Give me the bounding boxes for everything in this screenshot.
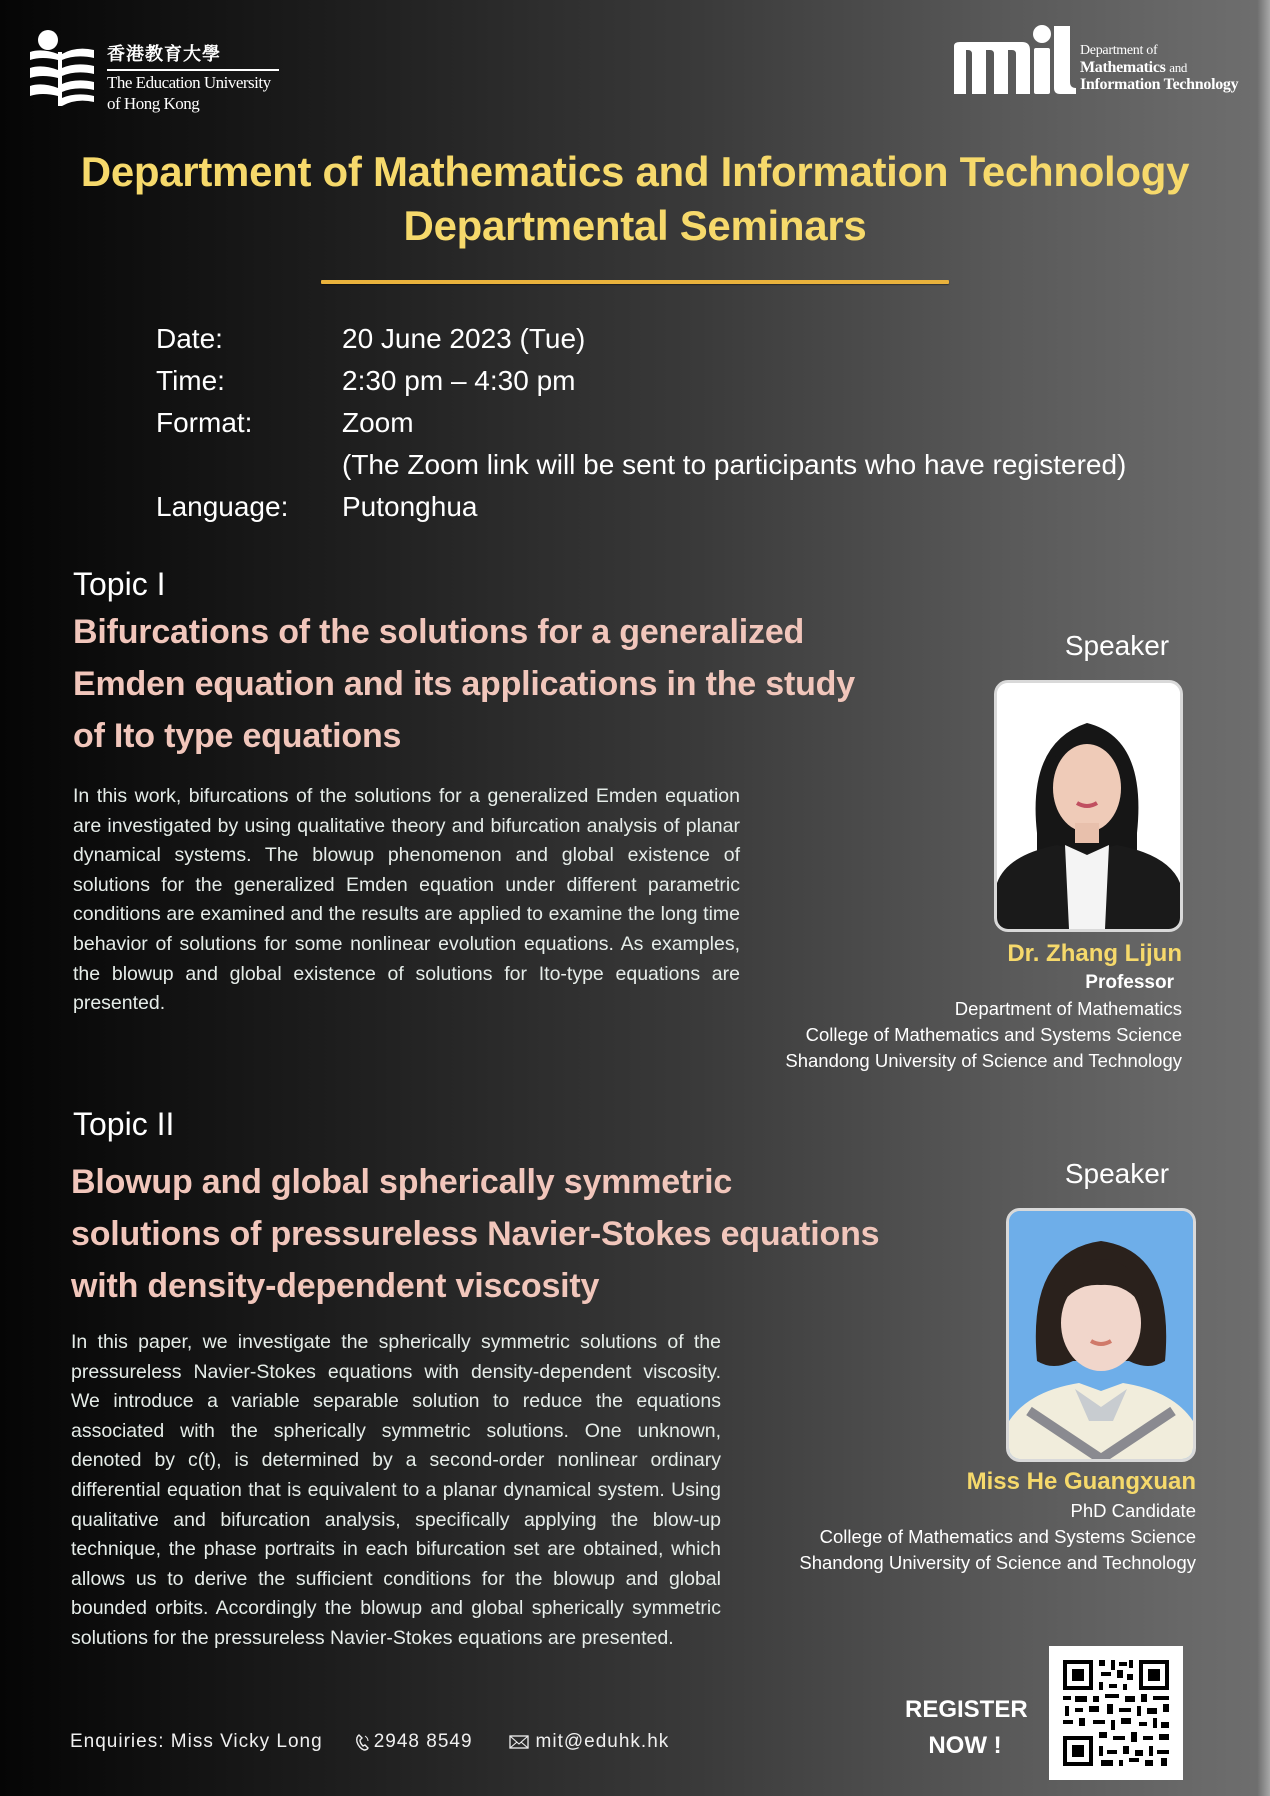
page-subtitle: Departmental Seminars [403, 202, 867, 249]
mit-line2-bold: Mathematics [1080, 59, 1166, 76]
speaker-2-affiliation: College of Mathematics and Systems Science [819, 1526, 1196, 1547]
mit-department-logo [952, 24, 1262, 100]
topic-2-abstract: In this paper, we investigate the spherically symmetric solutions of the pressureless Navier-Stokes equations with density-dependent viscosity. We introduce a variable separable solution to reduce the equations associated with the spherically symmetric solutions. One unknown, denoted by c(t), is determined by a second-order nonlinear ordinary differential equation that is equivalent to a planar dynamical system. Using qualitative and bifurcation analysis, specifically applying the blow-up technique, the phase portraits in each bifurcation set are obtained, which allows us to derive the sufficient conditions for the blowup and global bounded orbits. Accordingly the blowup and global spherically symmetric solutions for the pressureless Navier-Stokes equations are presented. [71, 1331, 721, 1649]
topic-2-speaker-heading: Speaker [1064, 1158, 1170, 1189]
eduhk-english-name-line2: of Hong Kong [107, 94, 200, 113]
register-line1: REGISTER [905, 1696, 1028, 1723]
eduhk-english-name-line1: The Education University [107, 73, 271, 92]
topic-2-title-line: with density-dependent viscosity [71, 1267, 600, 1305]
speaker-1-role: Professor [1085, 972, 1174, 993]
qr-code-icon [1049, 1646, 1183, 1780]
title-divider [321, 280, 949, 284]
time-label: Time: [156, 365, 225, 396]
eduhk-logo [28, 28, 288, 113]
format-value: Zoom [342, 407, 414, 438]
registration-qr-code[interactable] [1049, 1646, 1183, 1780]
speaker-2-name: Miss He Guangxuan [966, 1468, 1196, 1495]
phone-icon [355, 1733, 371, 1751]
mit-line1: Department of [1080, 43, 1158, 58]
speaker-2-role: PhD Candidate [1070, 1500, 1196, 1521]
speaker-2-info [799, 1466, 1196, 1576]
speaker-1-affiliation: College of Mathematics and Systems Science [805, 1024, 1182, 1045]
topic-2-title-line: solutions of pressureless Navier-Stokes equations [71, 1215, 880, 1253]
speaker-1-info [785, 938, 1182, 1074]
date-label: Date: [156, 323, 223, 354]
topic-1-title [73, 606, 855, 762]
speaker-2-photo [1006, 1208, 1196, 1462]
speaker-2-portrait-image [1009, 1211, 1193, 1459]
envelope-icon [509, 1734, 529, 1750]
topic-2-label: Topic II [73, 1106, 175, 1142]
speaker-1-photo [994, 680, 1183, 932]
topic-1-title-line: of Ito type equations [73, 717, 402, 755]
speaker-1-affiliation: Department of Mathematics [954, 998, 1182, 1019]
topic-1-title-line: Emden equation and its applications in the study [73, 665, 855, 703]
mit-line2-rest: and [1169, 60, 1188, 75]
mit-line3: Information Technology [1080, 76, 1239, 93]
topic-1-title-line: Bifurcations of the solutions for a generalized [73, 613, 805, 651]
eduhk-chinese-name: 香港教育大學 [107, 40, 279, 71]
language-value: Putonghua [342, 491, 478, 522]
register-line2: NOW ! [928, 1732, 1002, 1759]
contact-footer [70, 1731, 669, 1753]
speaker-1-affiliation: Shandong University of Science and Technology [785, 1050, 1182, 1071]
mit-mark-icon [952, 24, 1077, 96]
format-label: Format: [156, 407, 253, 438]
date-value: 20 June 2023 (Tue) [342, 323, 586, 354]
event-info [156, 318, 1126, 528]
topic-2-title-line: Blowup and global spherically symmetric [71, 1163, 733, 1201]
enquiries-text: Enquiries: Miss Vicky Long [70, 1731, 323, 1752]
email-address[interactable]: mit@eduhk.hk [535, 1731, 670, 1752]
register-now-label [905, 1692, 1028, 1764]
language-label: Language: [156, 491, 289, 522]
speaker-1-portrait-image [997, 683, 1180, 929]
topic-1-speaker-heading: Speaker [1064, 630, 1170, 661]
speaker-1-name: Dr. Zhang Lijun [1007, 940, 1182, 967]
time-value: 2:30 pm – 4:30 pm [342, 365, 576, 396]
eduhk-emblem-icon [28, 28, 96, 108]
topic-1-label: Topic I [73, 566, 166, 602]
page-title: Department of Mathematics and Information Technology [80, 148, 1190, 195]
speaker-2-affiliation: Shandong University of Science and Technology [799, 1552, 1196, 1573]
topic-2-title [71, 1156, 879, 1312]
topic-1-abstract: In this work, bifurcations of the solutions for a generalized Emden equation are investigated by using qualitative theory and bifurcation analysis of planar dynamical systems. The blowup phenomenon and global existence of solutions for the generalized Emden equation under different parametric conditions are examined and the results are applied to examine the long time behavior of solutions for some nonlinear evolution equations. As examples, the blowup and global existence of solutions for Ito-type equations are presented. [73, 785, 740, 1015]
phone-number[interactable]: 2948 8549 [373, 1731, 473, 1752]
format-note: (The Zoom link will be sent to participants who have registered) [342, 449, 1127, 480]
